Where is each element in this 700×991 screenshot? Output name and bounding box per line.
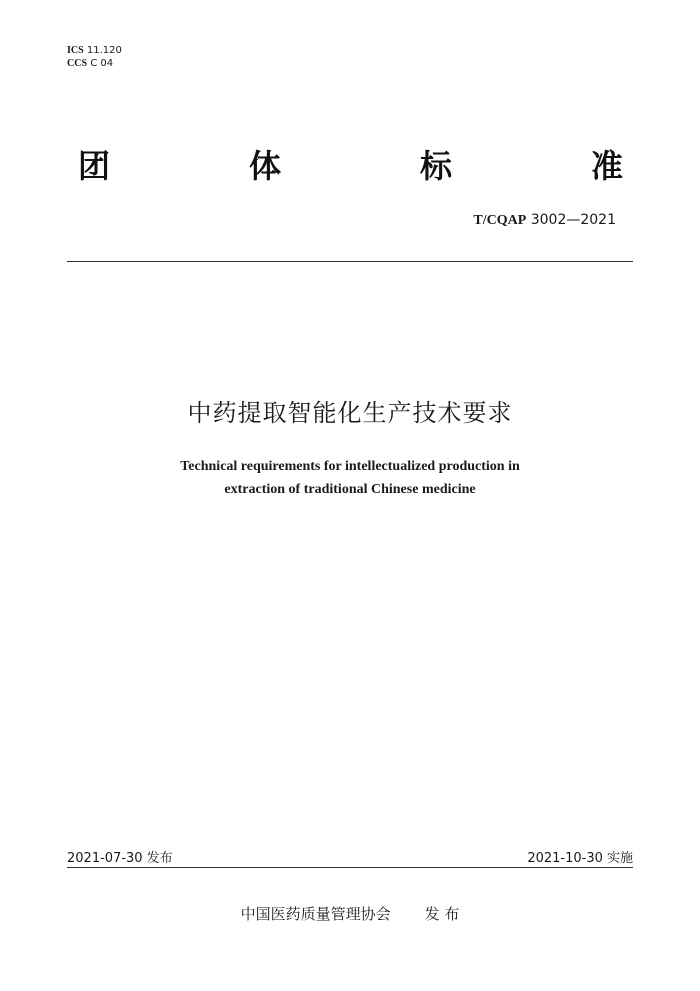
standard-number-prefix: T/CQAP <box>473 213 527 228</box>
english-title-line-2: extraction of traditional Chinese medicine <box>224 482 476 497</box>
ccs-label: CCS <box>67 58 88 69</box>
ics-label: ICS <box>67 45 84 56</box>
top-divider <box>67 261 633 262</box>
classification-codes <box>67 44 122 70</box>
english-title-line-1: Technical requirements for intellectualized production in <box>180 459 520 474</box>
standard-type-char: 标 <box>419 147 452 185</box>
standard-type-heading <box>78 140 623 188</box>
document-title-english <box>0 455 700 501</box>
publisher-name: 中国医药质量管理协会 <box>240 905 391 923</box>
publisher-action: 发 布 <box>424 905 460 923</box>
standard-number <box>473 212 616 229</box>
standard-number-value: 3002—2021 <box>530 212 616 228</box>
implementation-date: 2021-10-30 实施 <box>527 851 633 866</box>
standard-type-char: 团 <box>78 147 111 185</box>
ics-value: 11.120 <box>86 45 122 56</box>
standard-type-char: 体 <box>248 147 281 185</box>
publisher-line <box>0 903 700 924</box>
document-title-chinese: 中药提取智能化生产技术要求 <box>187 399 513 427</box>
ics-code <box>67 44 122 57</box>
issue-date: 2021-07-30 发布 <box>67 851 173 866</box>
bottom-divider <box>67 867 633 868</box>
standard-type-char: 准 <box>590 147 623 185</box>
ccs-value: C 04 <box>90 58 114 69</box>
ccs-code <box>67 57 122 70</box>
